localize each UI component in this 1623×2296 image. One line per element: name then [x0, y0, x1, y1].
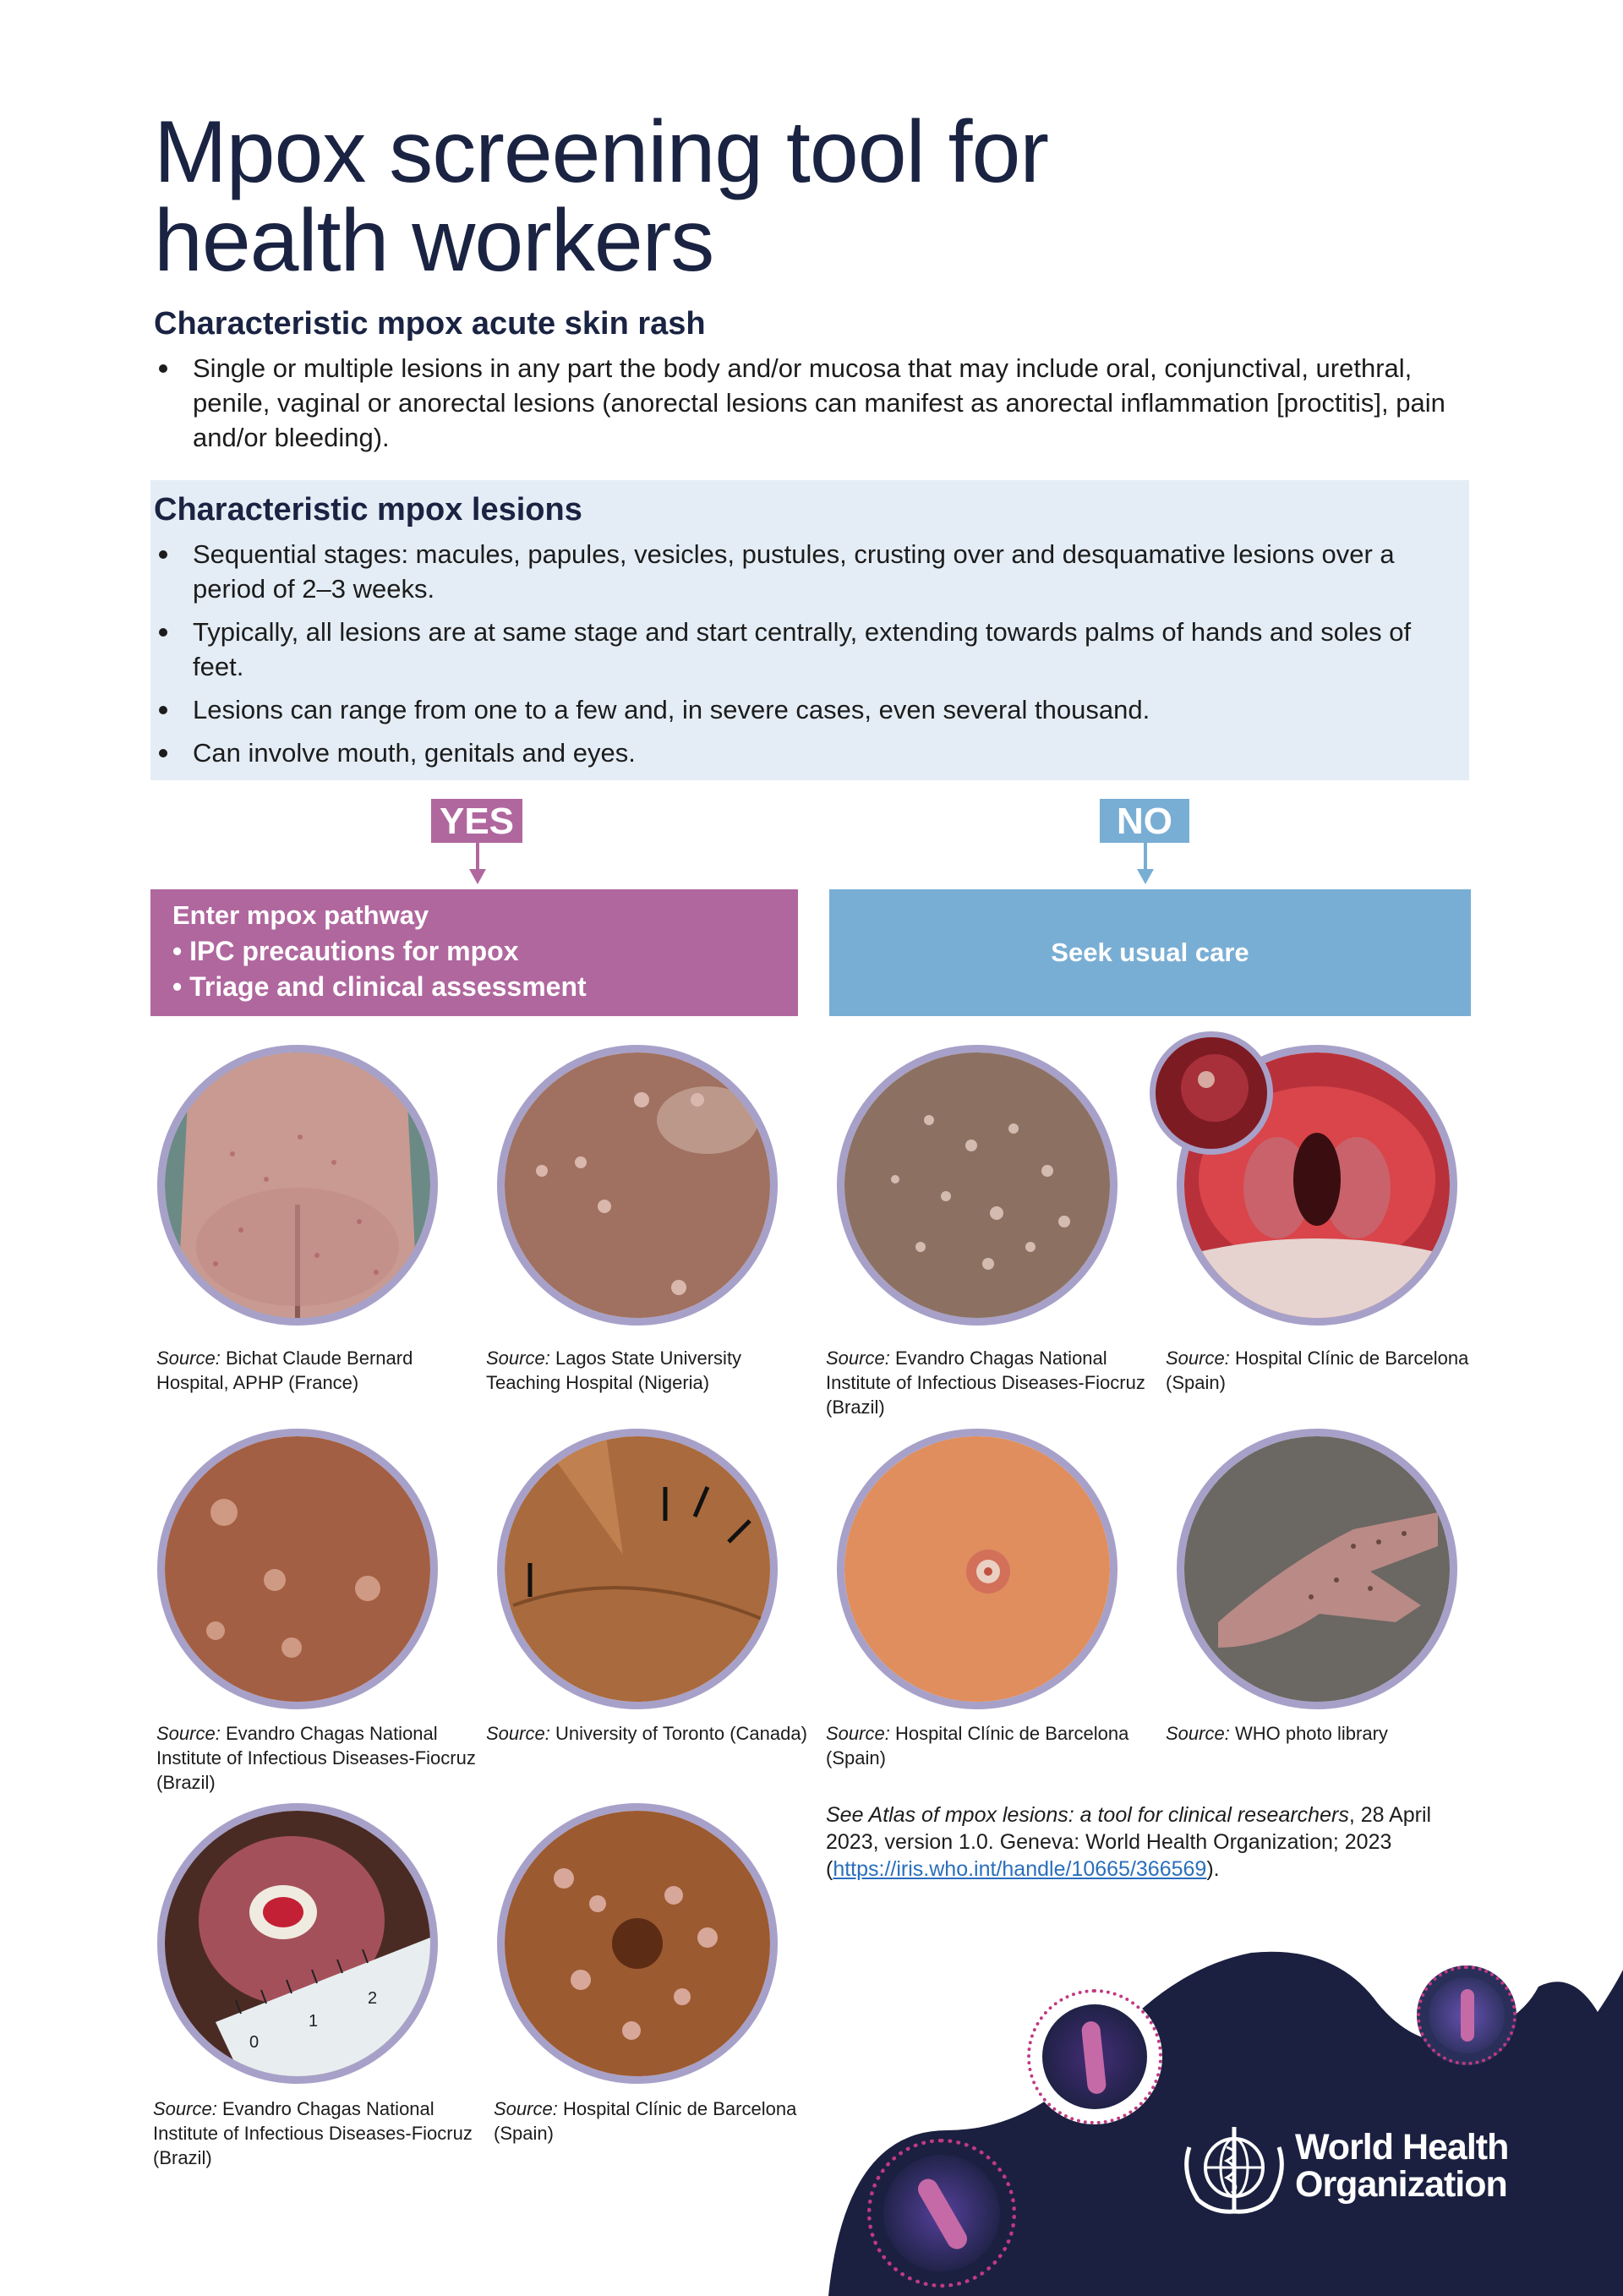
who-org-name: World Health Organization: [1295, 2127, 1509, 2205]
photo-caption: Source: WHO photo library: [1166, 1723, 1388, 1744]
palm-lesions-photo: [497, 1429, 778, 1709]
yes-arrow-line: [476, 843, 479, 871]
virus-icon: [1027, 1989, 1162, 2124]
who-emblem-icon: [1179, 2122, 1289, 2217]
rash-list: [154, 351, 1456, 455]
atlas-reference: See Atlas of mpox lesions: a tool for clinical researchers, 28 April 2023, version 1.0. Geneva: World Health Organization; 2023 (https://iris.who.int/handle/10665/366569).: [826, 1803, 1432, 1881]
photo-caption: Source: Hospital Clínic de Barcelona (Spain): [1166, 1348, 1469, 1393]
yes-arrow-head: [469, 869, 486, 884]
atlas-link[interactable]: https://iris.who.int/handle/10665/366569: [833, 1857, 1207, 1881]
ruler-tick-1: 1: [309, 2012, 319, 2031]
title-line-1: Mpox screening tool for: [154, 103, 1048, 201]
yes-tag: YES: [431, 799, 522, 843]
anorectal-lesions-photo: [497, 1803, 778, 2084]
hand-pustules-photo: [157, 1429, 438, 1709]
pathway-item: • Triage and clinical assessment: [172, 971, 587, 1002]
mpox-pathway-box: [150, 889, 798, 1016]
lesions-section: [150, 480, 1469, 780]
lesions-item: Sequential stages: macules, papules, vesicles, pustules, crusting over and desquamative lesions over a period of 2–3 weeks.: [154, 537, 1454, 606]
photo-caption: Source: Evandro Chagas National Institute of Infectious Diseases-Fiocruz (Brazil): [156, 1723, 476, 1793]
rash-heading: Characteristic mpox acute skin rash: [154, 306, 706, 342]
skin-papules-photo: [497, 1045, 778, 1326]
rash-section: [154, 306, 1456, 463]
virus-icon: [1417, 1965, 1516, 2065]
back-rash-photo: [157, 1045, 438, 1326]
no-arrow-line: [1144, 843, 1147, 871]
ruler-tick-2: 2: [368, 1989, 378, 2008]
photo-caption: Source: Bichat Claude Bernard Hospital, APHP (France): [156, 1348, 413, 1393]
lesions-item: Lesions can range from one to a few and, in severe cases, even several thousand.: [154, 692, 1454, 727]
genital-ulcer-photo: [157, 1803, 438, 2084]
photo-caption: Source: University of Toronto (Canada): [486, 1723, 807, 1744]
rash-item: Single or multiple lesions in any part the body and/or mucosa that may include oral, conjunctival, urethral, penile, vaginal or anorectal lesions (anorectal lesions can manifest as anorectal inflammation [proctitis], pain and/or bleeding).: [154, 351, 1456, 455]
atlas-title: Atlas of mpox lesions: a tool for clinical researchers: [868, 1803, 1349, 1827]
oral-inset-photo: [1150, 1031, 1273, 1155]
photo-caption: Source: Hospital Clínic de Barcelona (Spain): [494, 2098, 797, 2144]
single-pustule-photo: [837, 1429, 1118, 1709]
no-tag: NO: [1100, 799, 1189, 843]
ruler-tick-0: 0: [249, 2033, 260, 2052]
hand-model-photo: [1177, 1429, 1457, 1709]
lesions-list: [154, 537, 1454, 770]
no-arrow-head: [1137, 869, 1154, 884]
photo-caption: Source: Lagos State University Teaching Hospital (Nigeria): [486, 1348, 742, 1393]
usual-care-label: Seek usual care: [1051, 938, 1249, 967]
usual-care-box: [829, 889, 1471, 1016]
skin-vesicles-photo: [837, 1045, 1118, 1326]
lesions-item: Typically, all lesions are at same stage and start centrally, extending towards palms of hands and soles of feet.: [154, 615, 1454, 684]
lesions-item: Can involve mouth, genitals and eyes.: [154, 735, 1454, 770]
title-line-2: health workers: [154, 192, 714, 290]
photo-caption: Source: Evandro Chagas National Institute of Infectious Diseases-Fiocruz (Brazil): [153, 2098, 473, 2168]
virus-icon: [867, 2139, 1016, 2288]
photo-caption: Source: Hospital Clínic de Barcelona (Spain): [826, 1723, 1129, 1768]
lesions-heading: Characteristic mpox lesions: [154, 492, 582, 528]
photo-caption: Source: Evandro Chagas National Institute of Infectious Diseases-Fiocruz (Brazil): [826, 1348, 1145, 1418]
pathway-item: • IPC precautions for mpox: [172, 936, 519, 966]
page-title: [154, 103, 1253, 290]
pathway-title: Enter mpox pathway: [172, 900, 429, 930]
